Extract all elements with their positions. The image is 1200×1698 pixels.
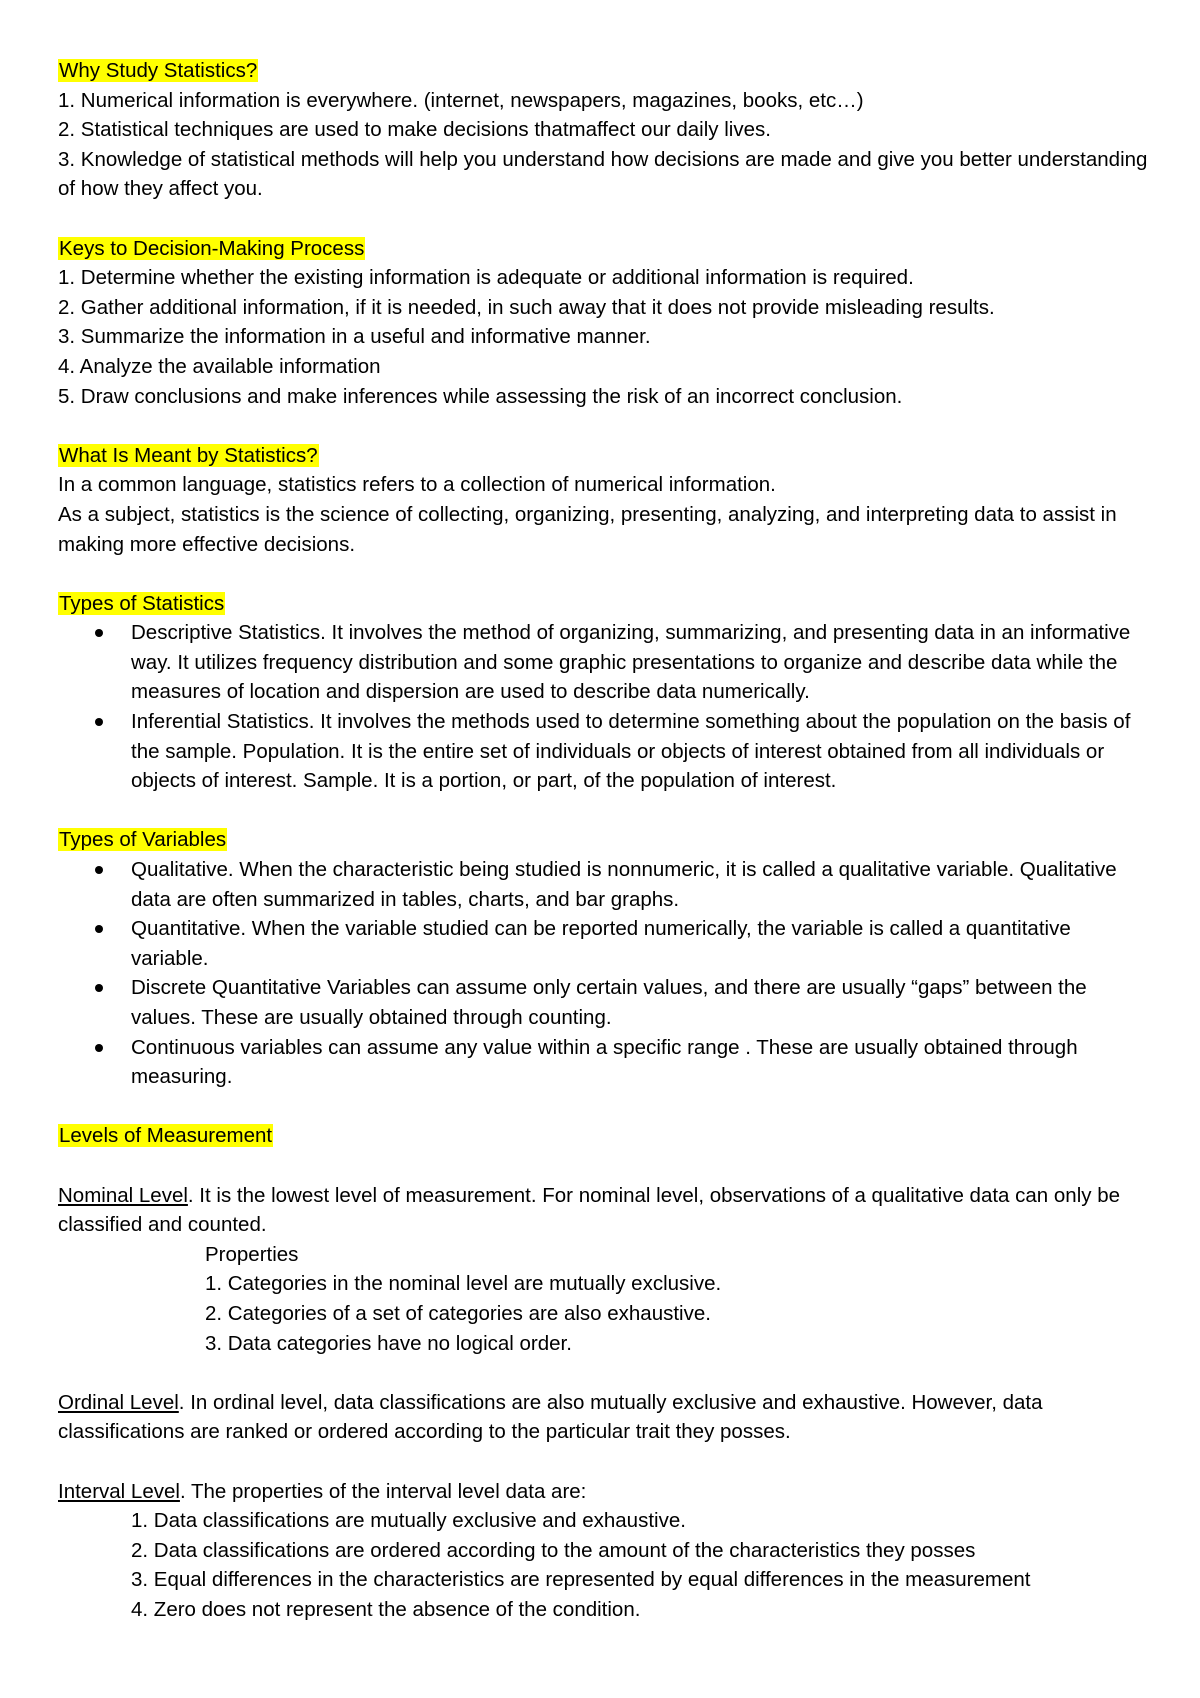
interval-level-block xyxy=(58,1477,1148,1625)
list-item: Quantitative. When the variable studied can be reported numerically, the variable is called a quantitative variable. xyxy=(131,914,1148,973)
list-item: Inferential Statistics. It involves the methods used to determine something about the population on the basis of the sample. Population. It is the entire set of individuals or objects of interest obtained from all individuals or objects of interest. Sample. It is a portion, or part, of the population of interest. xyxy=(131,707,1148,796)
keys-line-5: 5. Draw conclusions and make inferences while assessing the risk of an incorrect conclusion. xyxy=(58,384,903,408)
ordinal-level-paragraph xyxy=(58,1391,1043,1444)
why-line-1: 1. Numerical information is everywhere. (internet, newspapers, magazines, books, etc…) xyxy=(58,88,864,112)
list-item: Qualitative. When the characteristic being studied is nonnumeric, it is called a qualitative variable. Qualitative data are often summarized in tables, charts, and bar graphs. xyxy=(131,855,1148,914)
interval-level-paragraph xyxy=(58,1480,586,1503)
nominal-level-paragraph xyxy=(58,1184,1120,1237)
interval-property-3: 3. Equal differences in the characteristics are represented by equal differences in the measurement xyxy=(131,1568,1031,1592)
ordinal-level-block xyxy=(58,1388,1148,1447)
interval-property-2: 2. Data classifications are ordered according to the amount of the characteristics they posses xyxy=(131,1538,976,1562)
nominal-level-term: Nominal Level xyxy=(58,1183,188,1207)
why-line-2: 2. Statistical techniques are used to make decisions thatmaffect our daily lives. xyxy=(58,118,771,142)
types-of-statistics-list xyxy=(58,618,1148,796)
list-item: Descriptive Statistics. It involves the method of organizing, summarizing, and presenting data in an informative way. It utilizes frequency distribution and some graphic presentations to organize and describe data while the measures of location and dispersion are used to describe data numerically. xyxy=(131,618,1148,707)
nominal-properties-title: Properties xyxy=(205,1242,299,1266)
meant-line-1: In a common language, statistics refers to a collection of numerical information. xyxy=(58,473,776,497)
keys-line-1: 1. Determine whether the existing information is adequate or additional information is required. xyxy=(58,266,914,290)
heading-types-of-variables: Types of Variables xyxy=(59,828,227,852)
keys-line-4: 4. Analyze the available information xyxy=(58,354,381,378)
section-keys-decision-making xyxy=(58,234,1148,412)
keys-line-2: 2. Gather additional information, if it is needed, in such away that it does not provide misleading results. xyxy=(58,295,995,319)
heading-levels-of-measurement: Levels of Measurement xyxy=(59,1124,273,1148)
keys-line-3: 3. Summarize the information in a useful and informative manner. xyxy=(58,325,651,349)
why-line-3: 3. Knowledge of statistical methods will help you understand how decisions are made and give you better understanding of how they affect you. xyxy=(58,147,1148,201)
ordinal-level-text: . In ordinal level, data classifications are also mutually exclusive and exhaustive. However, data classifications are ranked or ordered according to the particular trait they posses. xyxy=(58,1390,1043,1444)
heading-types-of-statistics: Types of Statistics xyxy=(59,591,225,615)
section-what-is-meant xyxy=(58,441,1148,559)
section-levels-of-measurement xyxy=(58,1121,1148,1624)
interval-level-term: Interval Level xyxy=(58,1479,180,1503)
ordinal-level-term: Ordinal Level xyxy=(58,1390,179,1414)
nominal-level-block xyxy=(58,1181,1148,1359)
meant-line-2: As a subject, statistics is the science of collecting, organizing, presenting, analyzing, and interpreting data to assist in making more effective decisions. xyxy=(58,502,1117,556)
section-why-study-statistics xyxy=(58,56,1148,204)
section-types-of-variables xyxy=(58,825,1148,1091)
heading-what-is-meant: What Is Meant by Statistics? xyxy=(59,443,318,467)
nominal-level-text: . It is the lowest level of measurement. For nominal level, observations of a qualitative data can only be classified and counted. xyxy=(58,1183,1121,1237)
nominal-property-1: 1. Categories in the nominal level are mutually exclusive. xyxy=(205,1272,722,1296)
section-types-of-statistics xyxy=(58,589,1148,796)
list-item: Continuous variables can assume any value within a specific range . These are usually obtained through measuring. xyxy=(131,1033,1148,1092)
nominal-property-3: 3. Data categories have no logical order. xyxy=(205,1331,572,1355)
interval-level-text: . The properties of the interval level data are: xyxy=(179,1479,587,1503)
interval-property-4: 4. Zero does not represent the absence of the condition. xyxy=(131,1597,641,1621)
heading-why-study-statistics: Why Study Statistics? xyxy=(59,59,258,82)
document-page xyxy=(58,56,1148,1624)
list-item: Discrete Quantitative Variables can assume only certain values, and there are usually “gaps” between the values. These are usually obtained through counting. xyxy=(131,973,1148,1032)
heading-keys-decision-making: Keys to Decision-Making Process xyxy=(59,236,365,260)
interval-property-1: 1. Data classifications are mutually exclusive and exhaustive. xyxy=(131,1509,686,1533)
types-of-variables-list xyxy=(58,855,1148,1092)
nominal-property-2: 2. Categories of a set of categories are also exhaustive. xyxy=(205,1301,711,1325)
